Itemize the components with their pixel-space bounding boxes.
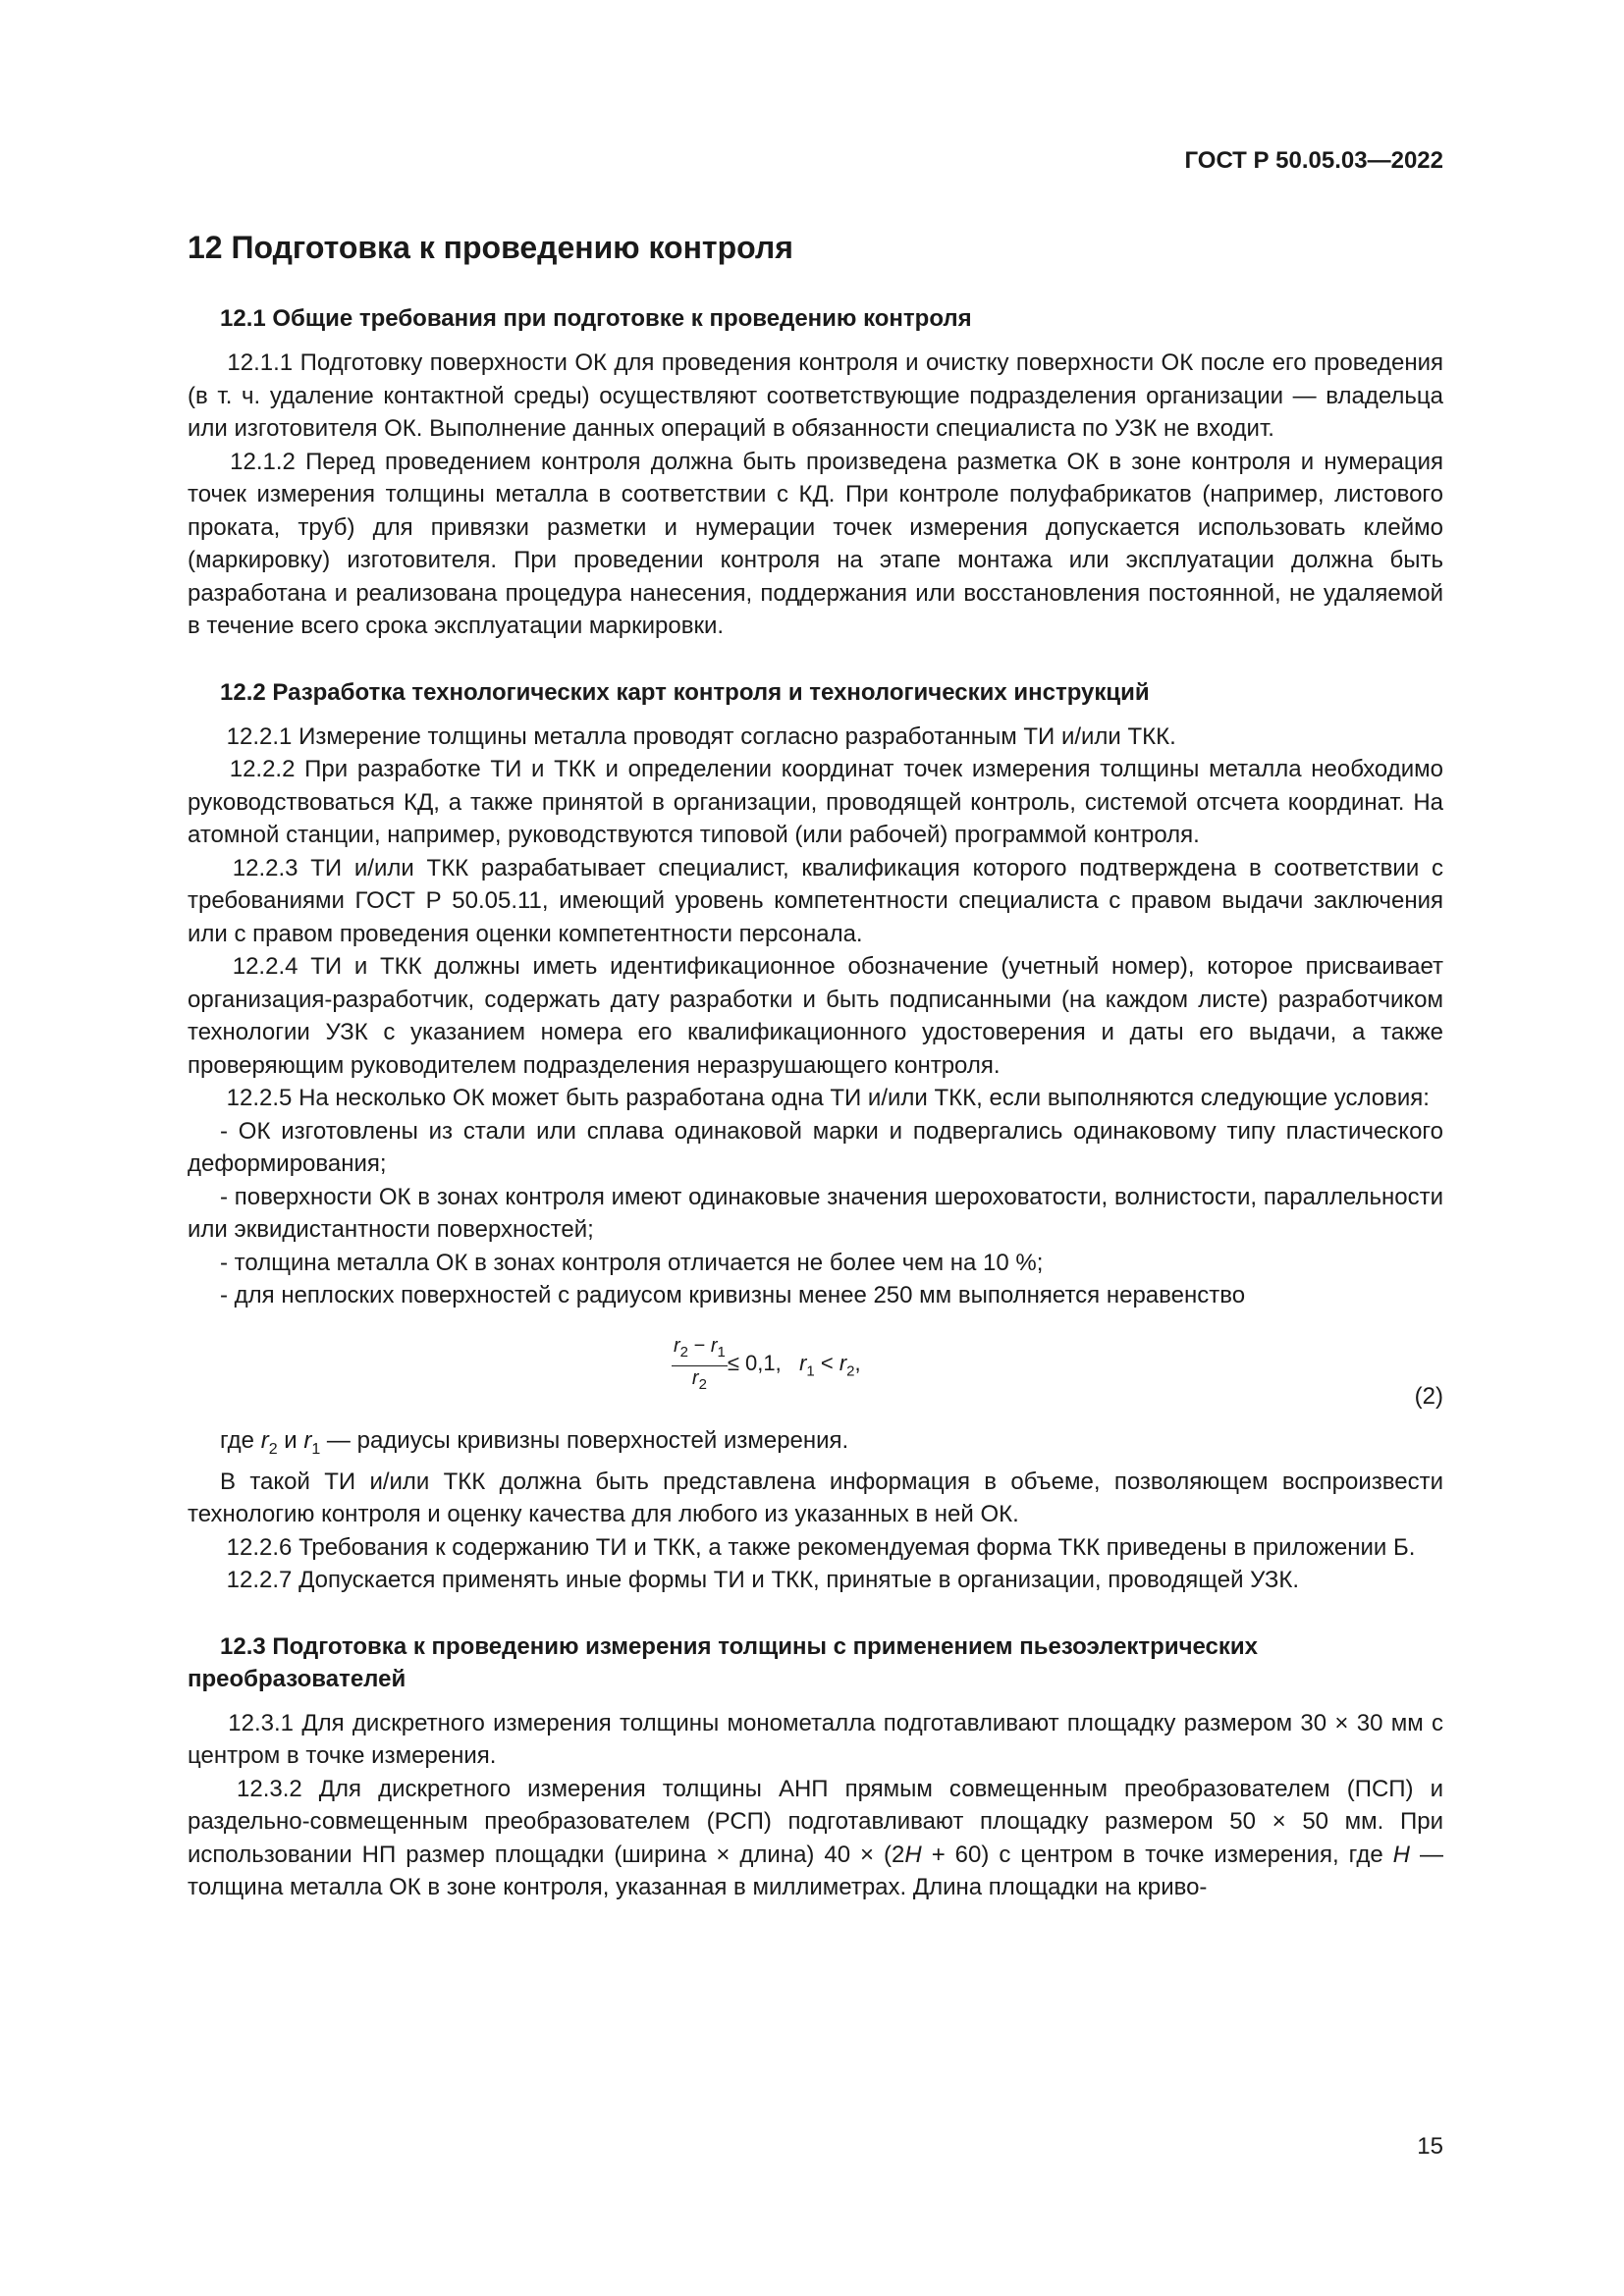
subscript: 1 (311, 1440, 321, 1458)
subscript: 2 (268, 1440, 278, 1458)
list-item: - поверхности ОК в зонах контроля имеют одинаковые значения шероховатости, волнистости, параллельности или эквидистантности поверхностей; (188, 1183, 1443, 1243)
variable: r (691, 1366, 699, 1389)
paragraph-12-2-6 (188, 1531, 1443, 1565)
paragraph-12-3-1 (188, 1707, 1443, 1773)
paragraph-number: 12.2.7 (226, 1567, 293, 1594)
paragraph-after-formula: В такой ТИ и/или ТКК должна быть представлена информация в объеме, позволяющем воспроизвести технологию контроля и оценку качества для любого из указанных в ней ОК. (188, 1468, 1443, 1528)
operator: − (688, 1334, 711, 1357)
paragraph-number: 12.3.1 (228, 1709, 295, 1736)
paragraph-number: 12.2.5 (226, 1085, 293, 1111)
paragraph-number: 12.1.2 (230, 448, 296, 475)
list-item: - толщина металла ОК в зонах контроля отличается не более чем на 10 %; (220, 1249, 1044, 1276)
paragraph-number: 12.2.4 (232, 953, 298, 980)
paragraph-12-2-3 (188, 852, 1443, 951)
variable: H (904, 1841, 922, 1868)
page-content (188, 228, 1443, 1904)
formula-rest (728, 1351, 861, 1379)
paragraph-text: ТИ и/или ТКК разрабатывает специалист, квалификация которого подтверждена в соответствии с требованиями ГОСТ Р 50.05.11, имеющий уровень компетентности специалиста с правом выдачи заключения или с правом проведения оценки компетентности персонала. (188, 854, 1443, 947)
paragraph-text: Для дискретного измерения толщины АНП прямым совмещенным преобразователем (ПСП) и раздельно-совмещенным преобразователем (РСП) подготавливают площадку размером 50 × 50 мм. При использовании НП размер площадки (ширина × длина) 40 × (2 (188, 1775, 1443, 1868)
subscript: 2 (846, 1362, 855, 1380)
variable: H (1392, 1841, 1411, 1868)
paragraph-text: ТИ и ТКК должны иметь идентификационное обозначение (учетный номер), которое присваивает организация-разработчик, содержать дату разработки и быть подписанными (на каждом листе) разработчиком технологии УЗК с указанием номера его квалификационного удостоверения и даты его выдачи, а также проверяющим руководителем подразделения неразрушающего контроля. (188, 953, 1443, 1079)
paragraph-12-2-2 (188, 753, 1443, 852)
subscript: 1 (717, 1343, 726, 1361)
subsection-title-12-1: 12.1 Общие требования при подготовке к проведению контроля (220, 305, 972, 332)
relation: ≤ 0,1, (727, 1350, 782, 1375)
subscript: 1 (806, 1362, 815, 1380)
fraction-numerator (672, 1334, 728, 1366)
paragraph-text: На несколько ОК может быть разработана одна ТИ и/или ТКК, если выполняются следующие условия: (298, 1085, 1430, 1111)
variable: r (839, 1350, 847, 1375)
text: и (277, 1426, 304, 1454)
paragraph-number: 12.2.6 (226, 1533, 293, 1561)
paragraph-text: Измерение толщины металла проводят согласно разработанным ТИ и/или ТКК. (298, 722, 1176, 750)
variable: r (303, 1426, 312, 1454)
subscript: 2 (698, 1375, 707, 1393)
paragraph-text: Перед проведением контроля должна быть произведена разметка ОК в зоне контроля и нумерация точек измерения толщины металла в соответствии с КД. При контроле полуфабрикатов (например, листового проката, труб) для привязки разметки и нумерации точек измерения допускается использовать клеймо (маркировку) изготовителя. При проведении контроля на этапе монтажа или эксплуатации должна быть разработана и реализована процедура нанесения, поддержания или восстановления постоянной, не удаляемой в течение всего срока эксплуатации маркировки. (188, 448, 1444, 639)
formula-explanation (188, 1424, 1443, 1466)
paragraph-12-2-4 (188, 950, 1443, 1082)
fraction (672, 1334, 728, 1397)
fraction-denominator (672, 1366, 728, 1397)
subsection-title-12-2: 12.2 Разработка технологических карт контроля и технологических инструкций (220, 678, 1150, 706)
paragraph-text: Требования к содержанию ТИ и ТКК, а также рекомендуемая форма ТКК приведены в приложении Б. (298, 1533, 1416, 1561)
paragraph-text: + 60) с центром в точке измерения, где (921, 1841, 1393, 1868)
paragraph-number: 12.2.1 (226, 722, 293, 750)
variable: r (710, 1334, 718, 1357)
paragraph-12-3-2 (188, 1773, 1443, 1904)
variable: r (799, 1350, 807, 1375)
paragraph-number: 12.1.1 (227, 349, 294, 376)
relation: < (814, 1350, 839, 1375)
paragraph-12-2-7 (188, 1564, 1443, 1597)
subscript: 2 (679, 1343, 689, 1361)
section-title: 12 Подготовка к проведению контроля (188, 230, 793, 265)
paragraph-text: При разработке ТИ и ТКК и определении координат точек измерения толщины металла необходимо руководствоваться КД, а также принятой в организации, проводящей контроль, системой отсчета координат. На атомной станции, например, руководствуются типовой (или рабочей) программой контроля. (188, 756, 1443, 848)
paragraph-text: — толщина металла ОК в зоне контроля, указанная в миллиметрах. Длина площадки на криво- (188, 1841, 1443, 1901)
paragraph-number: 12.2.2 (229, 756, 296, 782)
paragraph-text: Допускается применять иные формы ТИ и ТКК, принятые в организации, проводящей УЗК. (298, 1567, 1299, 1594)
paragraph-text: Подготовку поверхности ОК для проведения контроля и очистку поверхности ОК после его проведения (в т. ч. удаление контактной среды) осуществляют соответствующие подразделения организации — владельца или изготовителя ОК. Выполнение данных операций в обязанности специалиста по УЗК не входит. (188, 349, 1444, 442)
formula-block (188, 1334, 1443, 1416)
equation-number: (2) (1414, 1382, 1443, 1410)
document-code: ГОСТ Р 50.05.03—2022 (1184, 147, 1443, 174)
list-item: - ОК изготовлены из стали или сплава одинаковой марки и подвергались одинаковому типу пластического деформирования; (188, 1117, 1443, 1177)
inequality-formula (672, 1334, 861, 1397)
text: — радиусы кривизны поверхностей измерения. (320, 1426, 849, 1454)
paragraph-text: Для дискретного измерения толщины монометалла подготавливают площадку размером 30 × 30 мм с центром в точке измерения. (188, 1709, 1444, 1770)
text: где (220, 1426, 261, 1454)
page-number: 15 (1417, 2133, 1443, 2160)
paragraph-number: 12.3.2 (237, 1775, 302, 1802)
paragraph-12-2-5 (188, 1082, 1443, 1115)
paragraph-number: 12.2.3 (232, 854, 298, 881)
punctuation: , (854, 1350, 861, 1375)
paragraph-12-1-1 (188, 347, 1443, 446)
subsection-title-12-3: 12.3 Подготовка к проведению измерения толщины с применением пьезоэлектрических преобразователей (188, 1632, 1259, 1692)
variable: r (260, 1426, 269, 1454)
variable: r (674, 1334, 680, 1357)
list-item: - для неплоских поверхностей с радиусом кривизны менее 250 мм выполняется неравенство (220, 1282, 1246, 1308)
paragraph-12-2-1 (188, 721, 1443, 754)
paragraph-12-1-2 (188, 446, 1443, 643)
